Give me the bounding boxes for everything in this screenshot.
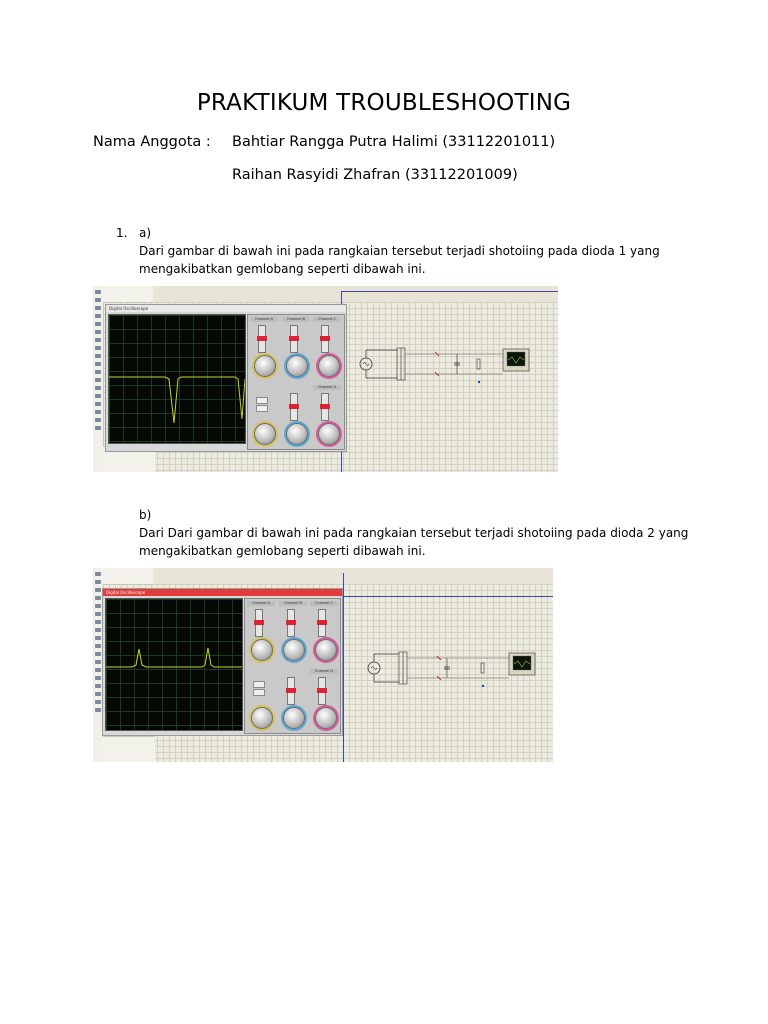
position-slider[interactable]: [258, 325, 266, 353]
preview-toolbar: [103, 286, 153, 303]
position-slider[interactable]: [318, 609, 326, 637]
channel-a-label: Channel A: [247, 601, 275, 606]
waveform-trace: [106, 599, 242, 730]
position-slider[interactable]: [287, 677, 295, 705]
channel-b-label: Channel B: [282, 317, 310, 322]
volts-div-knob[interactable]: [286, 355, 308, 377]
volts-div-knob[interactable]: [318, 423, 340, 445]
tool-palette: [93, 286, 104, 472]
preview-toolbar: [103, 568, 153, 585]
oscilloscope-window: [105, 304, 347, 452]
oscilloscope-title: Digital Oscilloscope: [103, 589, 342, 596]
circuit-schematic: [361, 644, 551, 704]
channel-a-label: Channel A: [250, 317, 278, 322]
member-name-2: Raihan Rasyidi Zhafran (33112201009): [232, 167, 518, 183]
screenshot-a: [93, 286, 558, 472]
channel-b-label: Channel B: [279, 601, 307, 606]
trigger-knob[interactable]: [254, 423, 276, 445]
mode-button[interactable]: [256, 405, 268, 412]
scope-screen: [108, 314, 246, 444]
channel-d-label: Channel D: [313, 385, 341, 390]
circuit-schematic: [353, 336, 553, 396]
position-slider[interactable]: [321, 393, 329, 421]
position-slider[interactable]: [321, 325, 329, 353]
mode-button[interactable]: [256, 397, 268, 404]
oscilloscope-window: [102, 588, 343, 736]
volts-div-knob[interactable]: [315, 707, 337, 729]
section-a-marker: a): [139, 226, 152, 240]
volts-div-knob[interactable]: [318, 355, 340, 377]
channel-c-label: Channel C: [313, 317, 341, 322]
screenshot-b: [93, 568, 553, 762]
timebase-knob[interactable]: [254, 355, 276, 377]
section-b-text-line2: mengakibatkan gemlobang seperti dibawah ini.: [139, 544, 426, 558]
position-slider[interactable]: [290, 393, 298, 421]
channel-d-label: Channel D: [310, 669, 338, 674]
document-title: PRAKTIKUM TROUBLESHOOTING: [196, 90, 572, 116]
position-slider[interactable]: [290, 325, 298, 353]
volts-div-knob[interactable]: [286, 423, 308, 445]
volts-div-knob[interactable]: [283, 639, 305, 661]
member-name-1: Bahtiar Rangga Putra Halimi (33112201011): [232, 134, 556, 150]
waveform-trace: [109, 315, 245, 443]
volts-div-knob[interactable]: [283, 707, 305, 729]
section-b-text-line1: Dari Dari gambar di bawah ini pada rangkaian tersebut terjadi shotoiing pada dioda 2 yang: [139, 526, 689, 540]
timebase-knob[interactable]: [251, 639, 273, 661]
mode-button[interactable]: [253, 681, 265, 688]
oscilloscope-title: Digital Oscilloscope: [106, 305, 346, 312]
section-a-text-line2: mengakibatkan gemlobang seperti dibawah ini.: [139, 262, 426, 276]
trigger-knob[interactable]: [251, 707, 273, 729]
position-slider[interactable]: [287, 609, 295, 637]
scope-screen: [105, 598, 243, 731]
volts-div-knob[interactable]: [315, 639, 337, 661]
section-a-text-line1: Dari gambar di bawah ini pada rangkaian tersebut terjadi shotoiing pada dioda 1 yang: [139, 244, 660, 258]
control-panel: [244, 598, 341, 734]
position-slider[interactable]: [255, 609, 263, 637]
control-panel: [247, 314, 345, 450]
members-label: Nama Anggota :: [93, 134, 211, 150]
mode-button[interactable]: [253, 689, 265, 696]
section-b-marker: b): [139, 508, 152, 522]
position-slider[interactable]: [318, 677, 326, 705]
channel-c-label: Channel C: [310, 601, 338, 606]
list-number: 1.: [116, 226, 128, 240]
